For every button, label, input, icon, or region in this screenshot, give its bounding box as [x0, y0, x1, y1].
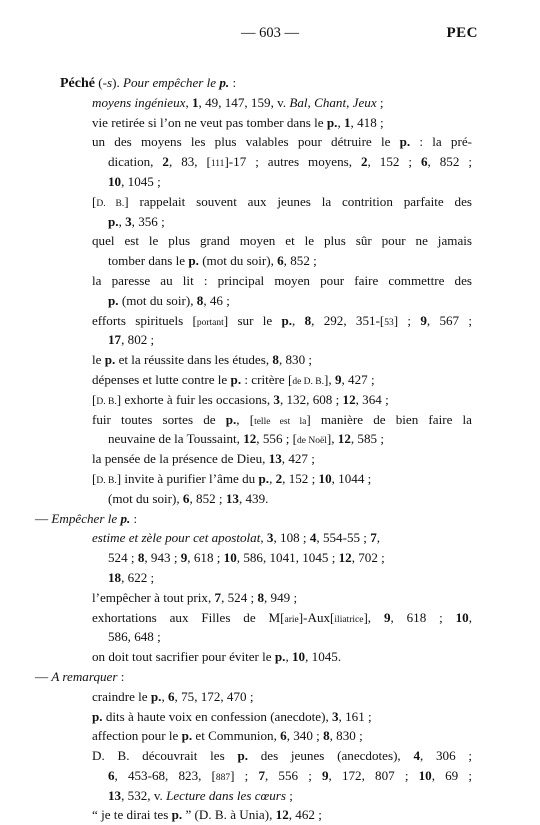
text-run: ]-17 ; autres moyens,: [224, 154, 361, 170]
text-run: p.: [225, 411, 237, 427]
text-run: la pensée de la présence de Dieu,: [92, 451, 269, 467]
text-run: , 524 ;: [221, 589, 258, 605]
text-run: Bal, Chant, Jeux: [289, 94, 377, 110]
text-run: 1: [344, 114, 351, 130]
text-run: 12: [243, 431, 257, 447]
text-run: 10: [318, 470, 332, 486]
index-line: [60, 410, 472, 430]
text-run: craindre le: [92, 688, 151, 704]
text-run: 586, 648 ;: [108, 629, 161, 645]
text-run: :: [117, 668, 125, 684]
index-line: [60, 766, 472, 786]
text-run: p.: [108, 213, 119, 229]
text-run: , 453-68, 823, [: [114, 767, 216, 783]
text-run: 53: [384, 317, 394, 328]
text-run: , 132, 608 ;: [279, 391, 343, 407]
text-run: 9: [322, 767, 329, 783]
text-run: p.: [120, 510, 131, 526]
index-line: [35, 509, 472, 529]
text-run: 9: [334, 371, 342, 387]
text-run: p.: [181, 728, 193, 744]
index-line: [60, 132, 472, 152]
index-line: [60, 291, 472, 311]
text-run: p.: [171, 807, 183, 823]
text-run: ,: [161, 688, 168, 704]
index-line: [60, 172, 472, 192]
text-run: , 554-55 ;: [316, 530, 371, 546]
text-run: 10: [418, 767, 432, 783]
text-run: p.: [92, 708, 103, 724]
index-line: [60, 152, 472, 172]
text-run: fuir toutes sortes de: [92, 411, 226, 427]
text-run: -s: [102, 75, 113, 90]
index-line: [60, 449, 472, 469]
text-run: 8: [137, 550, 145, 566]
text-run: (mot du soir),: [198, 253, 278, 269]
index-line: [60, 429, 472, 449]
text-run: p.: [237, 748, 249, 764]
index-line: [60, 271, 472, 291]
text-run: 10: [455, 609, 469, 625]
index-line: [60, 370, 472, 390]
text-run: (mot du soir),: [118, 292, 197, 308]
text-run: D. B.: [96, 396, 117, 407]
text-run: 7: [370, 530, 377, 546]
index-line: [60, 627, 472, 647]
text-run: 13: [225, 490, 239, 506]
text-run: ,: [118, 213, 126, 229]
text-run: p.: [326, 114, 338, 130]
text-run: l’empêcher à tout prix,: [92, 589, 215, 605]
text-run: 8: [323, 728, 330, 744]
text-run: moyens ingénieux: [92, 94, 186, 110]
text-run: la paresse au lit : principal moyen pour faire commettre des: [92, 272, 472, 288]
index-line: [60, 212, 472, 232]
text-run: ],: [326, 431, 338, 447]
text-run: 3: [273, 391, 280, 407]
text-run: , 702 ;: [351, 550, 385, 566]
running-head: PEC: [446, 25, 478, 41]
text-run: ,: [285, 649, 292, 665]
text-run: ] rappelait souvent aux jeunes la contrition parfaite des: [124, 193, 472, 209]
text-run: ] sur le: [223, 312, 282, 328]
text-run: 4: [413, 748, 420, 764]
index-line: [60, 608, 472, 628]
text-run: p.: [258, 470, 270, 486]
text-run: p.: [274, 649, 286, 665]
text-run: ] ;: [230, 767, 259, 783]
text-run: , 46 ;: [203, 292, 230, 308]
text-run: p.: [230, 371, 242, 387]
text-run: ,: [468, 609, 472, 625]
text-run: 12: [342, 391, 356, 407]
text-run: 10: [108, 173, 122, 189]
text-run: telle est la: [254, 416, 307, 427]
index-line: [60, 390, 472, 410]
text-run: ,: [337, 114, 344, 130]
text-run: [: [92, 391, 97, 407]
text-run: p.: [281, 312, 293, 328]
text-run: 9: [383, 609, 391, 625]
text-run: 8: [272, 352, 279, 368]
text-run: 2: [162, 154, 169, 170]
text-run: , 1045 ;: [121, 173, 161, 189]
text-run: 10: [292, 649, 306, 665]
text-run: : la pré-: [410, 134, 472, 150]
index-line: [60, 707, 472, 727]
text-run: [: [92, 193, 97, 209]
text-run: ,: [260, 530, 267, 546]
text-run: arie: [284, 614, 299, 625]
text-run: ]-Aux[: [298, 609, 335, 625]
text-run: , 75, 172, 470 ;: [174, 688, 254, 704]
text-run: , 49, 147, 159, v.: [198, 94, 290, 110]
text-run: [: [92, 470, 97, 486]
text-run: 10: [223, 550, 237, 566]
text-run: de Noël: [297, 436, 327, 447]
text-run: 6: [108, 767, 115, 783]
text-run: , 943 ;: [144, 550, 181, 566]
text-run: , 161 ;: [338, 708, 372, 724]
text-run: A remarquer: [51, 668, 118, 684]
page-number: — 603 —: [241, 25, 299, 41]
text-run: un des moyens les plus valables pour détruire le: [92, 134, 400, 150]
text-run: ).: [112, 75, 124, 90]
text-run: (: [94, 75, 103, 90]
text-run: tomber dans le: [108, 253, 189, 269]
text-run: dication,: [108, 154, 163, 170]
text-run: , 586, 1041, 1045 ;: [236, 550, 339, 566]
text-run: p.: [108, 292, 119, 308]
text-run: 12: [337, 431, 351, 447]
index-line: [60, 231, 472, 251]
text-run: 4: [309, 530, 317, 546]
text-run: , 356 ;: [131, 213, 165, 229]
text-run: —: [35, 668, 52, 684]
text-run: 8: [304, 312, 312, 328]
text-run: p.: [219, 75, 230, 90]
text-run: 6: [420, 154, 428, 170]
text-run: 6: [168, 688, 175, 704]
text-run: ,: [269, 470, 276, 486]
text-run: (mot du soir),: [108, 490, 183, 506]
text-run: et la réussite dans les études,: [115, 352, 273, 368]
text-run: , 1045.: [305, 649, 342, 665]
text-run: , 618 ;: [390, 609, 456, 625]
text-run: , 172, 807 ;: [328, 767, 419, 783]
text-run: 6: [182, 490, 190, 506]
text-run: 524 ;: [108, 550, 138, 566]
text-run: iliatrice: [334, 614, 364, 625]
text-run: des jeunes (anecdotes),: [248, 748, 414, 764]
text-run: ] manière de bien faire la: [306, 411, 472, 427]
text-run: ],: [324, 371, 335, 387]
index-line: [60, 726, 472, 746]
index-line: [60, 786, 472, 806]
text-run: , 556 ;: [265, 767, 322, 783]
index-line: [60, 687, 472, 707]
text-run: Péché: [60, 76, 95, 91]
index-entries: [35, 73, 473, 825]
text-run: ,: [185, 94, 192, 110]
text-run: , 830 ;: [278, 352, 313, 368]
text-run: 18: [108, 569, 122, 585]
text-run: , 802 ;: [121, 332, 155, 348]
text-run: , 567 ;: [426, 312, 473, 328]
text-run: : critère [: [241, 371, 293, 387]
index-line: [60, 647, 472, 667]
text-run: 111: [210, 159, 225, 170]
text-run: quel est le plus grand moyen et le plus sûr pour ne jamais: [92, 233, 472, 249]
text-run: dépenses et lutte contre le: [92, 371, 231, 387]
index-line: [60, 588, 472, 608]
text-run: , 1044 ;: [331, 470, 372, 486]
text-run: dits à haute voix en confession (anecdote),: [102, 708, 332, 724]
text-run: 9: [180, 550, 188, 566]
text-run: 3: [125, 213, 132, 229]
text-run: , 69 ;: [431, 767, 473, 783]
text-run: ] ;: [393, 312, 421, 328]
text-run: 887: [215, 772, 231, 783]
text-run: Pour empêcher le: [123, 75, 220, 90]
text-run: 13: [108, 787, 122, 803]
index-line: [60, 568, 472, 588]
text-run: 2: [275, 470, 283, 486]
text-run: , 418 ;: [350, 114, 384, 130]
text-run: p.: [188, 253, 199, 269]
text-run: 3: [332, 708, 339, 724]
text-run: estime et zèle pour cet apostolat: [92, 530, 261, 546]
text-run: affection pour le: [92, 728, 182, 744]
text-run: 7: [214, 589, 222, 605]
index-line: [60, 93, 472, 113]
text-run: neuvaine de la Toussaint,: [108, 431, 244, 447]
text-run: ,: [376, 530, 381, 546]
text-run: 7: [258, 767, 265, 783]
index-line: [60, 251, 472, 271]
text-run: 8: [196, 292, 204, 308]
index-line: [60, 548, 472, 568]
text-run: :: [130, 510, 138, 526]
text-run: D. B. découvrait les: [92, 748, 238, 764]
index-line: [60, 330, 472, 350]
text-run: , 306 ;: [419, 748, 472, 764]
text-run: Lecture dans les cœurs: [166, 787, 286, 803]
text-run: 6: [280, 728, 287, 744]
text-run: p.: [399, 134, 411, 150]
text-run: ],: [363, 609, 384, 625]
index-line: [60, 113, 472, 133]
text-run: :: [229, 75, 237, 90]
index-line: [60, 350, 472, 370]
text-run: 13: [268, 451, 282, 467]
text-run: exhortations aux Filles de M[: [92, 609, 285, 625]
text-run: , 152 ;: [282, 470, 319, 486]
text-run: ,: [292, 312, 305, 328]
index-line: [60, 192, 472, 212]
text-run: ;: [285, 787, 293, 803]
text-run: efforts spirituels [: [92, 312, 197, 328]
text-run: , 532, v.: [121, 787, 167, 803]
text-run: , 852 ;: [283, 253, 317, 269]
text-run: , 340 ;: [286, 728, 324, 744]
index-line: [60, 311, 472, 331]
text-run: 8: [257, 589, 264, 605]
text-run: portant: [196, 317, 224, 328]
text-run: vie retirée si l’on ne veut pas tomber dans le: [92, 114, 327, 130]
text-run: 17: [108, 332, 122, 348]
text-run: 12: [338, 550, 352, 566]
text-run: , 556 ; [: [256, 431, 298, 447]
text-run: D. B.: [96, 198, 125, 209]
page-header: [0, 25, 540, 45]
text-run: , 292, 351-[: [311, 312, 385, 328]
text-run: 1: [192, 94, 199, 110]
text-run: , 949 ;: [264, 589, 298, 605]
text-run: , 83, [: [168, 154, 211, 170]
text-run: ;: [376, 94, 384, 110]
text-run: “ je te dirai tes: [92, 807, 172, 823]
text-run: , 852 ;: [189, 490, 226, 506]
index-line: [60, 469, 472, 489]
text-run: 12: [275, 807, 289, 823]
text-run: , 852 ;: [427, 154, 472, 170]
text-run: ] invite à purifier l’âme du: [116, 470, 259, 486]
text-run: on doit tout sacrifier pour éviter le: [92, 649, 275, 665]
text-run: ] exhorte à fuir les occasions,: [116, 391, 274, 407]
text-run: , 427 ;: [341, 371, 375, 387]
text-run: , 108 ;: [273, 530, 310, 546]
text-run: , 618 ;: [187, 550, 224, 566]
index-line: [60, 73, 472, 93]
text-run: , 364 ;: [355, 391, 389, 407]
text-run: , 427 ;: [281, 451, 315, 467]
text-run: le: [92, 352, 105, 368]
text-run: et Communion,: [192, 728, 281, 744]
text-run: p.: [150, 688, 162, 704]
index-line: [60, 528, 472, 548]
text-run: D. B.: [96, 475, 117, 486]
index-line: [60, 489, 472, 509]
text-run: , 439.: [238, 490, 269, 506]
index-line: [60, 805, 472, 825]
text-run: 3: [266, 530, 274, 546]
text-run: , 462 ;: [288, 807, 322, 823]
text-run: , 830 ;: [329, 728, 363, 744]
text-run: , 585 ;: [350, 431, 384, 447]
text-run: ” (D. B. à Unia),: [182, 807, 276, 823]
text-run: de D. B.: [292, 376, 325, 387]
text-run: 9: [420, 312, 427, 328]
text-run: , [: [236, 411, 255, 427]
text-run: , 152 ;: [367, 154, 421, 170]
text-run: , 622 ;: [121, 569, 155, 585]
text-run: 2: [361, 154, 368, 170]
index-line: [35, 667, 472, 687]
text-run: p.: [104, 352, 116, 368]
text-run: —: [35, 510, 52, 526]
text-run: 6: [277, 253, 284, 269]
text-run: Empêcher le: [51, 510, 121, 526]
index-line: [60, 746, 472, 766]
